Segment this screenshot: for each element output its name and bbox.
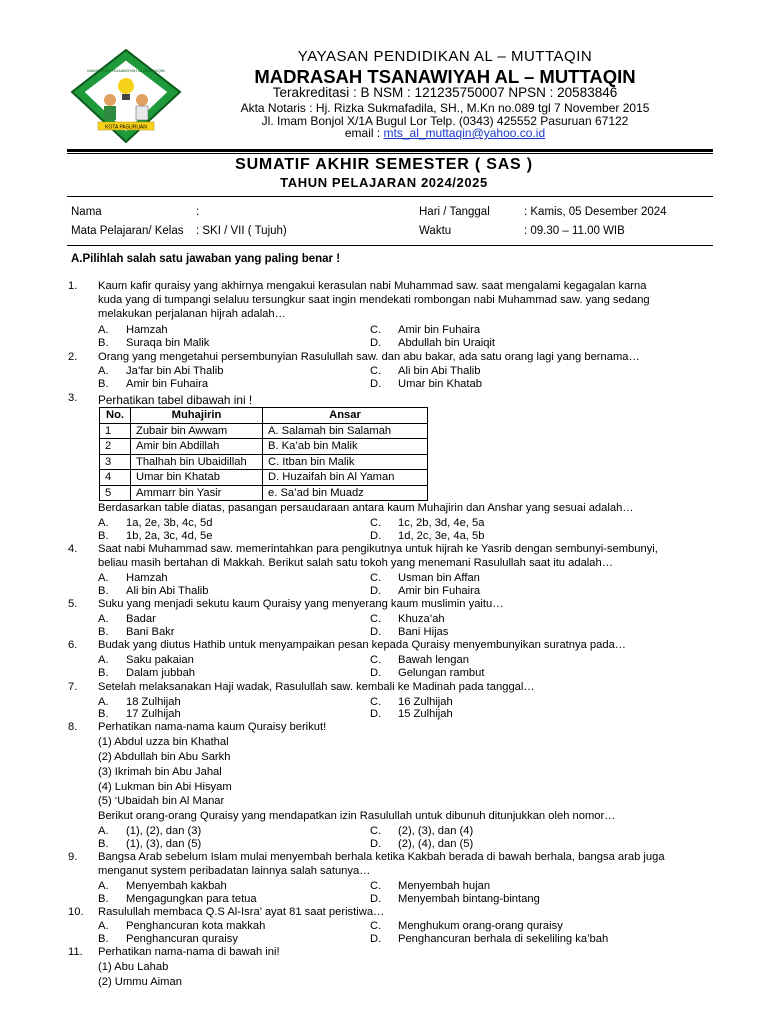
question-text: Berdasarkan table diatas, pasangan persaudaraan antara kaum Muhajirin dan Anshar yang sesuai adalah… (98, 502, 634, 514)
option-letter: C. (370, 613, 382, 625)
table-cell: A. Salamah bin Salamah (263, 423, 428, 439)
question-text: (2) Abdullah bin Abu Sarkh (98, 751, 231, 763)
subject-label: Mata Pelajaran/ Kelas (71, 225, 184, 237)
email-link[interactable]: mts_al_muttaqin@yahoo.co.id (383, 126, 546, 140)
email-label: email : (344, 126, 384, 140)
option-letter: D. (370, 378, 382, 390)
option-c[interactable]: Ali bin Abi Thalib (398, 365, 481, 377)
option-letter: C. (370, 572, 382, 584)
question-text: Perhatikan nama-nama kaum Quraisy berikut! (98, 721, 327, 733)
question-text: melakukan perjalanan hijrah adalah… (98, 308, 286, 320)
question-text: Perhatikan nama-nama di bawah ini! (98, 946, 280, 958)
option-letter: D. (370, 708, 382, 720)
address-line: Jl. Imam Bonjol X/1A Bugul Lor Telp. (0343) 425552 Pasuruan 67122 (261, 114, 629, 128)
option-a[interactable]: Menyembah kakbah (126, 880, 227, 892)
question-text: Berikut orang-orang Quraisy yang mendapatkan izin Rasulullah untuk dibunuh ditunjukkan oleh nomor… (98, 810, 616, 822)
header-rule-thick (67, 149, 713, 152)
info-rule-top (67, 196, 713, 197)
question-text: (1) Abdul uzza bin Khathal (98, 736, 229, 748)
option-letter: C. (370, 654, 382, 666)
option-letter: D. (370, 585, 382, 597)
question-text: Saat nabi Muhammad saw. memerintahkan para pengikutnya untuk hijrah ke Yasrib dengan sembunyi-sembunyi, (98, 543, 658, 555)
option-a[interactable]: Badar (126, 613, 156, 625)
table-header-row (100, 408, 428, 424)
option-d[interactable]: Penghancuran berhala di sekeliling ka’bah (398, 933, 609, 945)
question-number: 4. (68, 543, 78, 555)
option-letter: D. (370, 933, 382, 945)
option-b[interactable]: Suraqa bin Malik (126, 337, 210, 349)
option-letter: B. (98, 626, 109, 638)
question-number: 6. (68, 639, 78, 651)
option-b[interactable]: Amir bin Fuhaira (126, 378, 209, 390)
option-letter: B. (98, 893, 109, 905)
option-letter: D. (370, 838, 382, 850)
question-text: (3) Ikrimah bin Abu Jahal (98, 766, 222, 778)
pairing-table (99, 407, 428, 501)
option-letter: C. (370, 825, 382, 837)
table-cell: 3 (100, 454, 131, 470)
question-text: Perhatikan tabel dibawah ini ! (98, 393, 253, 407)
table-row (100, 485, 428, 501)
table-cell: e. Sa’ad bin Muadz (263, 485, 428, 501)
option-letter: B. (98, 667, 109, 679)
question-number: 8. (68, 721, 78, 733)
table-cell: C. Itban bin Malik (263, 454, 428, 470)
option-a[interactable]: Penghancuran kota makkah (126, 920, 266, 932)
option-letter: C. (370, 696, 382, 708)
option-d[interactable]: (2), (4), dan (5) (398, 838, 474, 850)
option-letter: C. (370, 365, 382, 377)
question-text: menganut system peribadatan lainnya salah satunya… (98, 865, 371, 877)
option-letter: B. (98, 337, 109, 349)
option-letter: B. (98, 378, 109, 390)
option-letter: A. (98, 517, 109, 529)
option-letter: A. (98, 365, 109, 377)
table-header: Muhajirin (131, 408, 263, 424)
option-a[interactable]: Hamzah (126, 572, 168, 584)
option-a[interactable]: Ja’far bin Abi Thalib (126, 365, 224, 377)
option-letter: B. (98, 530, 109, 542)
svg-text:MADRASAH TSANAWIYAH AL-MUTTAQI: MADRASAH TSANAWIYAH AL-MUTTAQIN (87, 68, 165, 73)
table-row (100, 470, 428, 486)
question-number: 7. (68, 681, 78, 693)
question-number: 3. (68, 392, 78, 404)
table-cell: Zubair bin Awwam (131, 423, 263, 439)
table-cell: Umar bin Khatab (131, 470, 263, 486)
school-logo (68, 48, 184, 144)
option-b[interactable]: 17 Zulhijah (126, 708, 181, 720)
option-letter: A. (98, 920, 109, 932)
option-letter: C. (370, 517, 382, 529)
question-text: kuda yang di tumpangi selaluu tersungkur saat ingin mendekati rombongan nabi Muhammad saw. yang sedang (98, 294, 650, 306)
option-b[interactable]: Bani Bakr (126, 626, 175, 638)
option-c[interactable]: Khuza’ah (398, 613, 445, 625)
question-text: Suku yang menjadi sekutu kaum Quraisy yang menyerang kaum muslimin yaitu… (98, 598, 504, 610)
option-letter: A. (98, 324, 109, 336)
option-c[interactable]: Usman bin Affan (398, 572, 480, 584)
school-name: MADRASAH TSANAWIYAH AL – MUTTAQIN (254, 66, 636, 87)
exam-title: SUMATIF AKHIR SEMESTER ( SAS ) (235, 156, 533, 173)
option-d[interactable]: Amir bin Fuhaira (398, 585, 481, 597)
table-row (100, 439, 428, 455)
option-d[interactable]: 1d, 2c, 3e, 4a, 5b (398, 530, 485, 542)
question-text: Budak yang diutus Hathib untuk menyampaikan pesan kepada Quraisy menyembunyikan suratnya pada… (98, 639, 626, 651)
day-value: : Kamis, 05 Desember 2024 (524, 206, 667, 218)
header-rule-thin (67, 153, 713, 154)
option-letter: D. (370, 337, 382, 349)
question-text: Orang yang mengetahui persembunyian Rasulullah saw. dan abu bakar, ada satu orang lagi yang bernama… (98, 351, 640, 363)
question-number: 1. (68, 280, 78, 292)
table-cell: B. Ka’ab bin Malik (263, 439, 428, 455)
table-cell: Amir bin Abdillah (131, 439, 263, 455)
option-d[interactable]: Bani Hijas (398, 626, 449, 638)
notary-line: Akta Notaris : Hj. Rizka Sukmafadila, SH., M.Kn no.089 tgl 7 November 2015 (240, 101, 650, 115)
question-text: (2) Ummu Aiman (98, 976, 182, 988)
option-a[interactable]: Hamzah (126, 324, 168, 336)
option-letter: C. (370, 920, 382, 932)
table-cell: Ammarr bin Yasir (131, 485, 263, 501)
question-number: 2. (68, 351, 78, 363)
table-row (100, 423, 428, 439)
question-text: Bangsa Arab sebelum Islam mulai menyembah berhala ketika Kakbah berada di bawah berhala, bangsa arab juga (98, 851, 665, 863)
question-text: Setelah melaksanakan Haji wadak, Rasulullah saw. kembali ke Madinah pada tanggal… (98, 681, 535, 693)
option-c[interactable]: 16 Zulhijah (398, 696, 453, 708)
info-rule-bottom (67, 245, 713, 246)
foundation-name: YAYASAN PENDIDIKAN AL – MUTTAQIN (297, 48, 593, 65)
table-row (100, 454, 428, 470)
email-line (205, 126, 685, 140)
logo-banner-text: KOTA PASURUAN (105, 124, 147, 131)
day-label: Hari / Tanggal (419, 206, 490, 218)
option-letter: C. (370, 880, 382, 892)
table-header: No. (100, 408, 131, 424)
table-cell: D. Huzaifah bin Al Yaman (263, 470, 428, 486)
option-d[interactable]: Umar bin Khatab (398, 378, 482, 390)
option-letter: A. (98, 880, 109, 892)
option-a[interactable]: 18 Zulhijah (126, 696, 181, 708)
exam-year: TAHUN PELAJARAN 2024/2025 (280, 175, 488, 190)
option-d[interactable]: Abdullah bin Uraiqit (398, 337, 496, 349)
question-text: beliau masih bertahan di Makkah. Berikut salah satu tokoh yang menemani Rasulullah saat itu adalah… (98, 557, 613, 569)
option-letter: D. (370, 626, 382, 638)
option-letter: B. (98, 585, 109, 597)
subject-value: : SKI / VII ( Tujuh) (196, 225, 287, 237)
option-c[interactable]: Menyembah hujan (398, 880, 491, 892)
table-cell: 2 (100, 439, 131, 455)
option-letter: B. (98, 708, 109, 720)
option-letter: D. (370, 667, 382, 679)
option-d[interactable]: 15 Zulhijah (398, 708, 453, 720)
table-cell: 1 (100, 423, 131, 439)
option-a[interactable]: (1), (2), dan (3) (126, 825, 202, 837)
question-number: 10. (68, 906, 84, 918)
option-letter: A. (98, 654, 109, 666)
option-a[interactable]: 1a, 2e, 3b, 4c, 5d (126, 517, 213, 529)
question-text: (4) Lukman bin Abi Hisyam (98, 781, 232, 793)
option-letter: D. (370, 530, 382, 542)
option-c[interactable]: 1c, 2b, 3d, 4e, 5a (398, 517, 485, 529)
option-letter: A. (98, 613, 109, 625)
option-letter: D. (370, 893, 382, 905)
option-b[interactable]: Penghancuran quraisy (126, 933, 238, 945)
option-b[interactable]: Dalam jubbah (126, 667, 196, 679)
option-c[interactable]: (2), (3), dan (4) (398, 825, 474, 837)
question-number: 5. (68, 598, 78, 610)
option-b[interactable]: Ali bin Abi Thalib (126, 585, 209, 597)
option-c[interactable]: Menghukum orang-orang quraisy (398, 920, 563, 932)
option-b[interactable]: (1), (3), dan (5) (126, 838, 202, 850)
table-cell: 5 (100, 485, 131, 501)
option-c[interactable]: Amir bin Fuhaira (398, 324, 481, 336)
option-a[interactable]: Saku pakaian (126, 654, 194, 666)
table-cell: 4 (100, 470, 131, 486)
option-letter: B. (98, 838, 109, 850)
option-letter: A. (98, 696, 109, 708)
name-label: Nama (71, 206, 102, 218)
option-letter: B. (98, 933, 109, 945)
option-b[interactable]: Mengagungkan para tetua (126, 893, 257, 905)
question-number: 9. (68, 851, 78, 863)
option-c[interactable]: Bawah lengan (398, 654, 469, 666)
option-letter: A. (98, 572, 109, 584)
table-cell: Thalhah bin Ubaidillah (131, 454, 263, 470)
option-letter: A. (98, 825, 109, 837)
time-label: Waktu (419, 225, 452, 237)
question-text: Kaum kafir quraisy yang akhirnya mengakui kerasulan nabi Muhammad saw. saat mengalami kegagalan karna (98, 280, 647, 292)
question-text: Rasulullah membaca Q.S Al-Isra’ ayat 81 saat peristiwa… (98, 906, 385, 918)
option-d[interactable]: Gelungan rambut (398, 667, 485, 679)
option-b[interactable]: 1b, 2a, 3c, 4d, 5e (126, 530, 213, 542)
section-a-instruction: A.Pilihlah salah satu jawaban yang paling benar ! (71, 253, 341, 265)
name-separator: : (196, 206, 200, 218)
option-d[interactable]: Menyembah bintang-bintang (398, 893, 540, 905)
question-text: (1) Abu Lahab (98, 961, 169, 973)
question-number: 11. (68, 946, 83, 958)
question-text: (5) ‘Ubaidah bin Al Manar (98, 795, 225, 807)
table-header: Ansar (263, 408, 428, 424)
time-value: : 09.30 – 11.00 WIB (524, 225, 625, 237)
accreditation-line: Terakreditasi : B NSM : 121235750007 NPSN : 20583846 (272, 85, 618, 100)
option-letter: C. (370, 324, 382, 336)
